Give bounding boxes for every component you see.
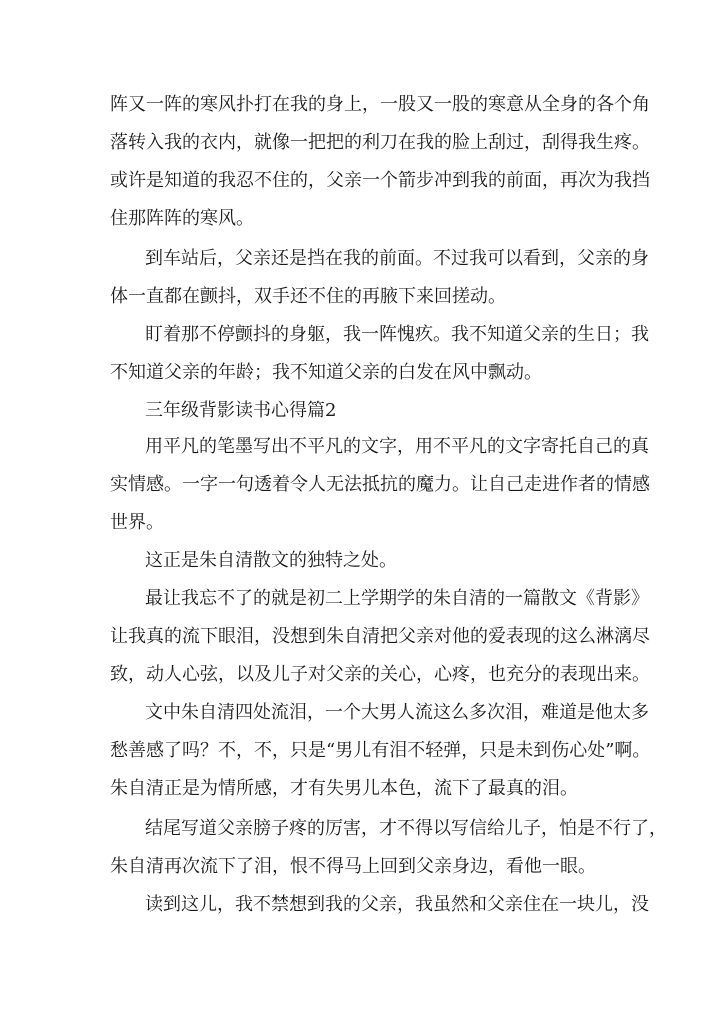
text-line: 实情感。一字一句透着令人无法抵抗的魔力。让自己走进作者的情感 — [110, 474, 650, 495]
text-line: 体一直都在颤抖，双手还不住的再腋下来回搓动。 — [110, 286, 506, 307]
text-line: 朱自清正是为情所感，才有失男儿本色，流下了最真的泪。 — [110, 778, 578, 799]
section-heading: 三年级背影读书心得篇2 — [145, 400, 337, 421]
text-line: 住那阵阵的寒风。 — [110, 208, 254, 229]
text-line: 愁善感了吗？不，不，只是“男儿有泪不轻弹，只是未到伤心处”啊。 — [110, 740, 651, 761]
text-line: 最让我忘不了的就是初二上学期学的朱自清的一篇散文《背影》 — [145, 588, 649, 609]
text-line: 用平凡的笔墨写出不平凡的文字，用不平凡的文字寄托自己的真 — [145, 436, 649, 457]
text-line: 盯着那不停颤抖的身躯，我一阵愧疚。我不知道父亲的生日；我 — [145, 324, 649, 345]
text-line: 朱自清再次流下了泪，恨不得马上回到父亲身边，看他一眼。 — [110, 856, 596, 877]
text-line: 结尾写道父亲膀子疼的厉害，才不得以写信给儿子，怕是不行了， — [145, 818, 667, 839]
text-line: 到车站后，父亲还是挡在我的前面。不过我可以看到，父亲的身 — [145, 248, 649, 269]
text-line: 让我真的流下眼泪，没想到朱自清把父亲对他的爱表现的这么淋漓尽 — [110, 626, 650, 647]
text-line: 文中朱自清四处流泪，一个大男人流这么多次泪，难道是他太多 — [145, 702, 649, 723]
text-line: 这正是朱自清散文的独特之处。 — [145, 550, 397, 571]
text-line: 阵又一阵的寒风扑打在我的身上，一股又一股的寒意从全身的各个角 — [110, 94, 650, 115]
text-line: 世界。 — [110, 512, 164, 533]
text-line: 不知道父亲的年龄；我不知道父亲的白发在风中飘动。 — [110, 362, 542, 383]
text-line: 读到这儿，我不禁想到我的父亲，我虽然和父亲住在一块儿，没 — [145, 894, 649, 915]
text-line: 落转入我的衣内，就像一把把的利刀在我的脸上刮过，刮得我生疼。 — [110, 132, 650, 153]
text-line: 或许是知道的我忍不住的，父亲一个箭步冲到我的前面，再次为我挡 — [110, 170, 650, 191]
text-line: 致，动人心弦，以及儿子对父亲的关心，心疼，也充分的表现出来。 — [110, 664, 650, 685]
